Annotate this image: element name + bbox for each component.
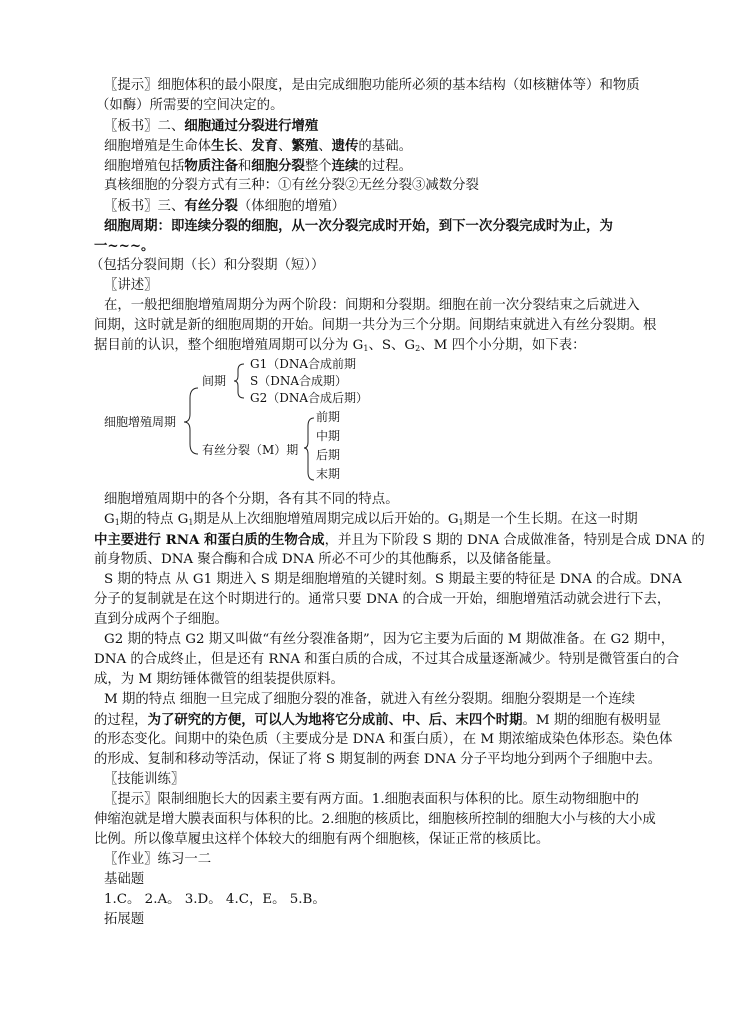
m-feature-line-3: 的形态变化。间期中的染色质（主要成分是 DNA 和蛋白质），在 M 期浓缩成染色体形态。染色体: [94, 732, 673, 747]
text-span: 、M 四个小分期，如下表：: [420, 338, 586, 353]
division-types-line: 真核细胞的分裂方式有三种：①有丝分裂②无丝分裂③减数分裂: [104, 178, 479, 193]
text-span: 、: [318, 139, 332, 154]
cell-cycle-definition-line-2: 一~~~。: [94, 238, 155, 254]
root-brace: [184, 388, 198, 454]
mitosis-brace: [304, 418, 314, 480]
homework-label: 〖作业〗练习一二: [104, 852, 212, 867]
section-three-title: 有丝分裂: [184, 198, 238, 214]
text-span: 期的特点 G: [119, 512, 189, 527]
lecture-line-2: 间期，这时就是新的细胞周期的开始。间期一共分为三个分期。间期结束就进入有丝分裂期。根: [94, 318, 657, 333]
phases-intro-line: 细胞增殖周期中的各个分期，各有其不同的特点。: [104, 492, 399, 507]
skill-hint-line-1: 〖提示〗限制细胞长大的因素主要有两方面。1.细胞表面积与体积的比。原生动物细胞中的: [104, 792, 640, 807]
lecture-label: 〖讲述〗: [104, 278, 158, 293]
skill-hint-line-2: 伸缩泡就是增大膜表面积与体积的比。2.细胞的核质比，细胞核所控制的细胞大小与核的大小成: [94, 812, 656, 827]
proliferation-process-line: [104, 156, 664, 176]
g2-feature-line-2: DNA 的合成终止，但是还有 RNA 和蛋白质的合成，不过其合成量逐渐减少。特别是微管蛋白的合: [94, 652, 680, 667]
bold-term-preparation: 物质注备: [184, 158, 238, 174]
bold-term-heredity: 遗传: [331, 138, 359, 154]
g1-feature-line-3: 前身物质、DNA 聚合酶和合成 DNA 所必不可少的其他酶系，以及储备能量。: [94, 552, 560, 567]
proliferation-basis-line: [104, 136, 664, 156]
section-three-note: （体细胞的增殖）: [237, 199, 346, 214]
section-two-heading: [104, 116, 664, 136]
bold-term-development: 发育: [251, 138, 279, 154]
subscript: 1: [363, 344, 369, 353]
text-span: 据目前的认识，整个细胞增殖周期可以分为 G: [94, 338, 364, 353]
text-span: 细胞增殖是生命体: [104, 139, 212, 154]
subscript: 2: [415, 344, 421, 353]
bold-term-division: 细胞分裂: [251, 158, 305, 174]
diagram-root-label: 细胞增殖周期: [104, 415, 177, 429]
diagram-mitosis-label: 有丝分裂（M）期: [202, 443, 299, 457]
diagram-g2-label: G2（DNA合成后期）: [250, 391, 369, 405]
text-span: 。M 期的细胞有极明显: [522, 713, 661, 728]
text-span: 和: [237, 159, 252, 174]
text-span: 细胞增殖包括: [104, 159, 185, 174]
text-span: ，并且为下阶段 S 期的 DNA 合成做准备，特别是合成 DNA 的: [324, 533, 705, 548]
m-feature-line-1: M 期的特点 细胞一旦完成了细胞分裂的准备，就进入有丝分裂期。细胞分裂期是一个连续: [104, 692, 636, 707]
diagram-g1-label: G1（DNA合成前期: [250, 357, 357, 371]
g1-feature-line-1: [104, 510, 664, 530]
diagram-prophase-label: 前期: [316, 410, 341, 424]
hint-paragraph-line-2: （如酶）所需要的空间决定的。: [96, 98, 284, 113]
g1-feature-line-2: [94, 530, 705, 550]
basic-questions-label: 基础题: [104, 872, 145, 887]
s-feature-line-3: 直到分成两个子细胞。: [94, 612, 228, 627]
bold-g1-synthesis: 中主要进行 RNA 和蛋白质的生物合成: [94, 532, 325, 548]
text-span: G: [104, 512, 115, 527]
section-two-title: 细胞通过分裂进行增殖: [184, 118, 319, 134]
diagram-telophase-label: 末期: [316, 467, 341, 481]
document-page: [90, 76, 705, 930]
diagram-interphase-label: 间期: [202, 374, 227, 388]
cycle-phases-note: （包括分裂间期（长）和分裂期（短））: [90, 258, 325, 273]
s-feature-line-1: S 期的特点 从 G1 期进入 S 期是细胞增殖的关键时刻。S 期最主要的特征是 DNA 的合成。DNA: [104, 572, 682, 587]
lecture-line-3: [94, 336, 664, 356]
text-span: 、: [237, 139, 252, 154]
text-span: 整个: [304, 159, 332, 174]
interphase-brace: [234, 364, 244, 398]
subscript: 1: [114, 518, 120, 527]
text-span: 、S、G: [368, 338, 416, 353]
text-span: 期是一个生长期。在这一时期: [463, 512, 638, 527]
text-span: 的过程。: [358, 159, 412, 174]
diagram-s-label: S（DNA合成期）: [250, 374, 348, 388]
blackboard-label: 〖板书〗三、: [104, 199, 185, 214]
hint-paragraph-line-1: 〖提示〗细胞体积的最小限度，是由完成细胞功能所必须的基本结构（如核糖体等）和物质: [104, 78, 640, 93]
cell-cycle-definition-line-1: 细胞周期：即连续分裂的细胞，从一次分裂完成时开始，到下一次分裂完成时为止，为: [104, 218, 613, 234]
bold-m-four-stages: 为了研究的方便，可以人为地将它分成前、中、后、末四个时期: [147, 712, 523, 728]
m-feature-line-4: 的形成、复制和移动等活动，保证了将 S 期复制的两套 DNA 分子平均地分到两个子细胞中去。: [94, 752, 662, 767]
subscript: 1: [188, 518, 194, 527]
text-span: 的基础。: [358, 139, 412, 154]
basic-answers: 1.C。 2.A。 3.D。 4.C，E。 5.B。: [104, 892, 326, 907]
extension-questions-label: 拓展题: [104, 912, 145, 927]
bold-term-reproduction: 繁殖: [291, 138, 319, 154]
m-feature-line-2: [94, 710, 664, 730]
diagram-metaphase-label: 中期: [316, 429, 341, 443]
bold-term-continuous: 连续: [331, 158, 359, 174]
text-span: 的过程，: [94, 713, 148, 728]
text-span: 期是从上次细胞增殖周期完成以后开始的。G: [193, 512, 459, 527]
skill-training-label: 〖技能训练〗: [104, 772, 185, 787]
g2-feature-line-3: 成，为 M 期纺锤体微管的组装提供原料。: [94, 672, 344, 687]
section-three-heading: [104, 196, 664, 216]
s-feature-line-2: 分子的复制就是在这个时期进行的。通常只要 DNA 的合成一开始，细胞增殖活动就会进行下去，: [94, 592, 671, 607]
skill-hint-line-3: 比例。所以像草履虫这样个体较大的细胞有两个细胞核，保证正常的核质比。: [94, 832, 550, 847]
g2-feature-line-1: G2 期的特点 G2 期又叫做“有丝分裂准备期”，因为它主要为后面的 M 期做准备。在 G2 期中，: [104, 632, 675, 647]
subscript: 1: [458, 518, 464, 527]
blackboard-label: 〖板书〗二、: [104, 119, 185, 134]
text-span: 、: [278, 139, 292, 154]
lecture-line-1: 在，一般把细胞增殖周期分为两个阶段：间期和分裂期。细胞在前一次分裂结束之后就进入: [104, 298, 640, 313]
diagram-anaphase-label: 后期: [316, 448, 341, 462]
bold-term-growth: 生长: [211, 138, 238, 154]
cell-cycle-diagram: [104, 358, 664, 486]
